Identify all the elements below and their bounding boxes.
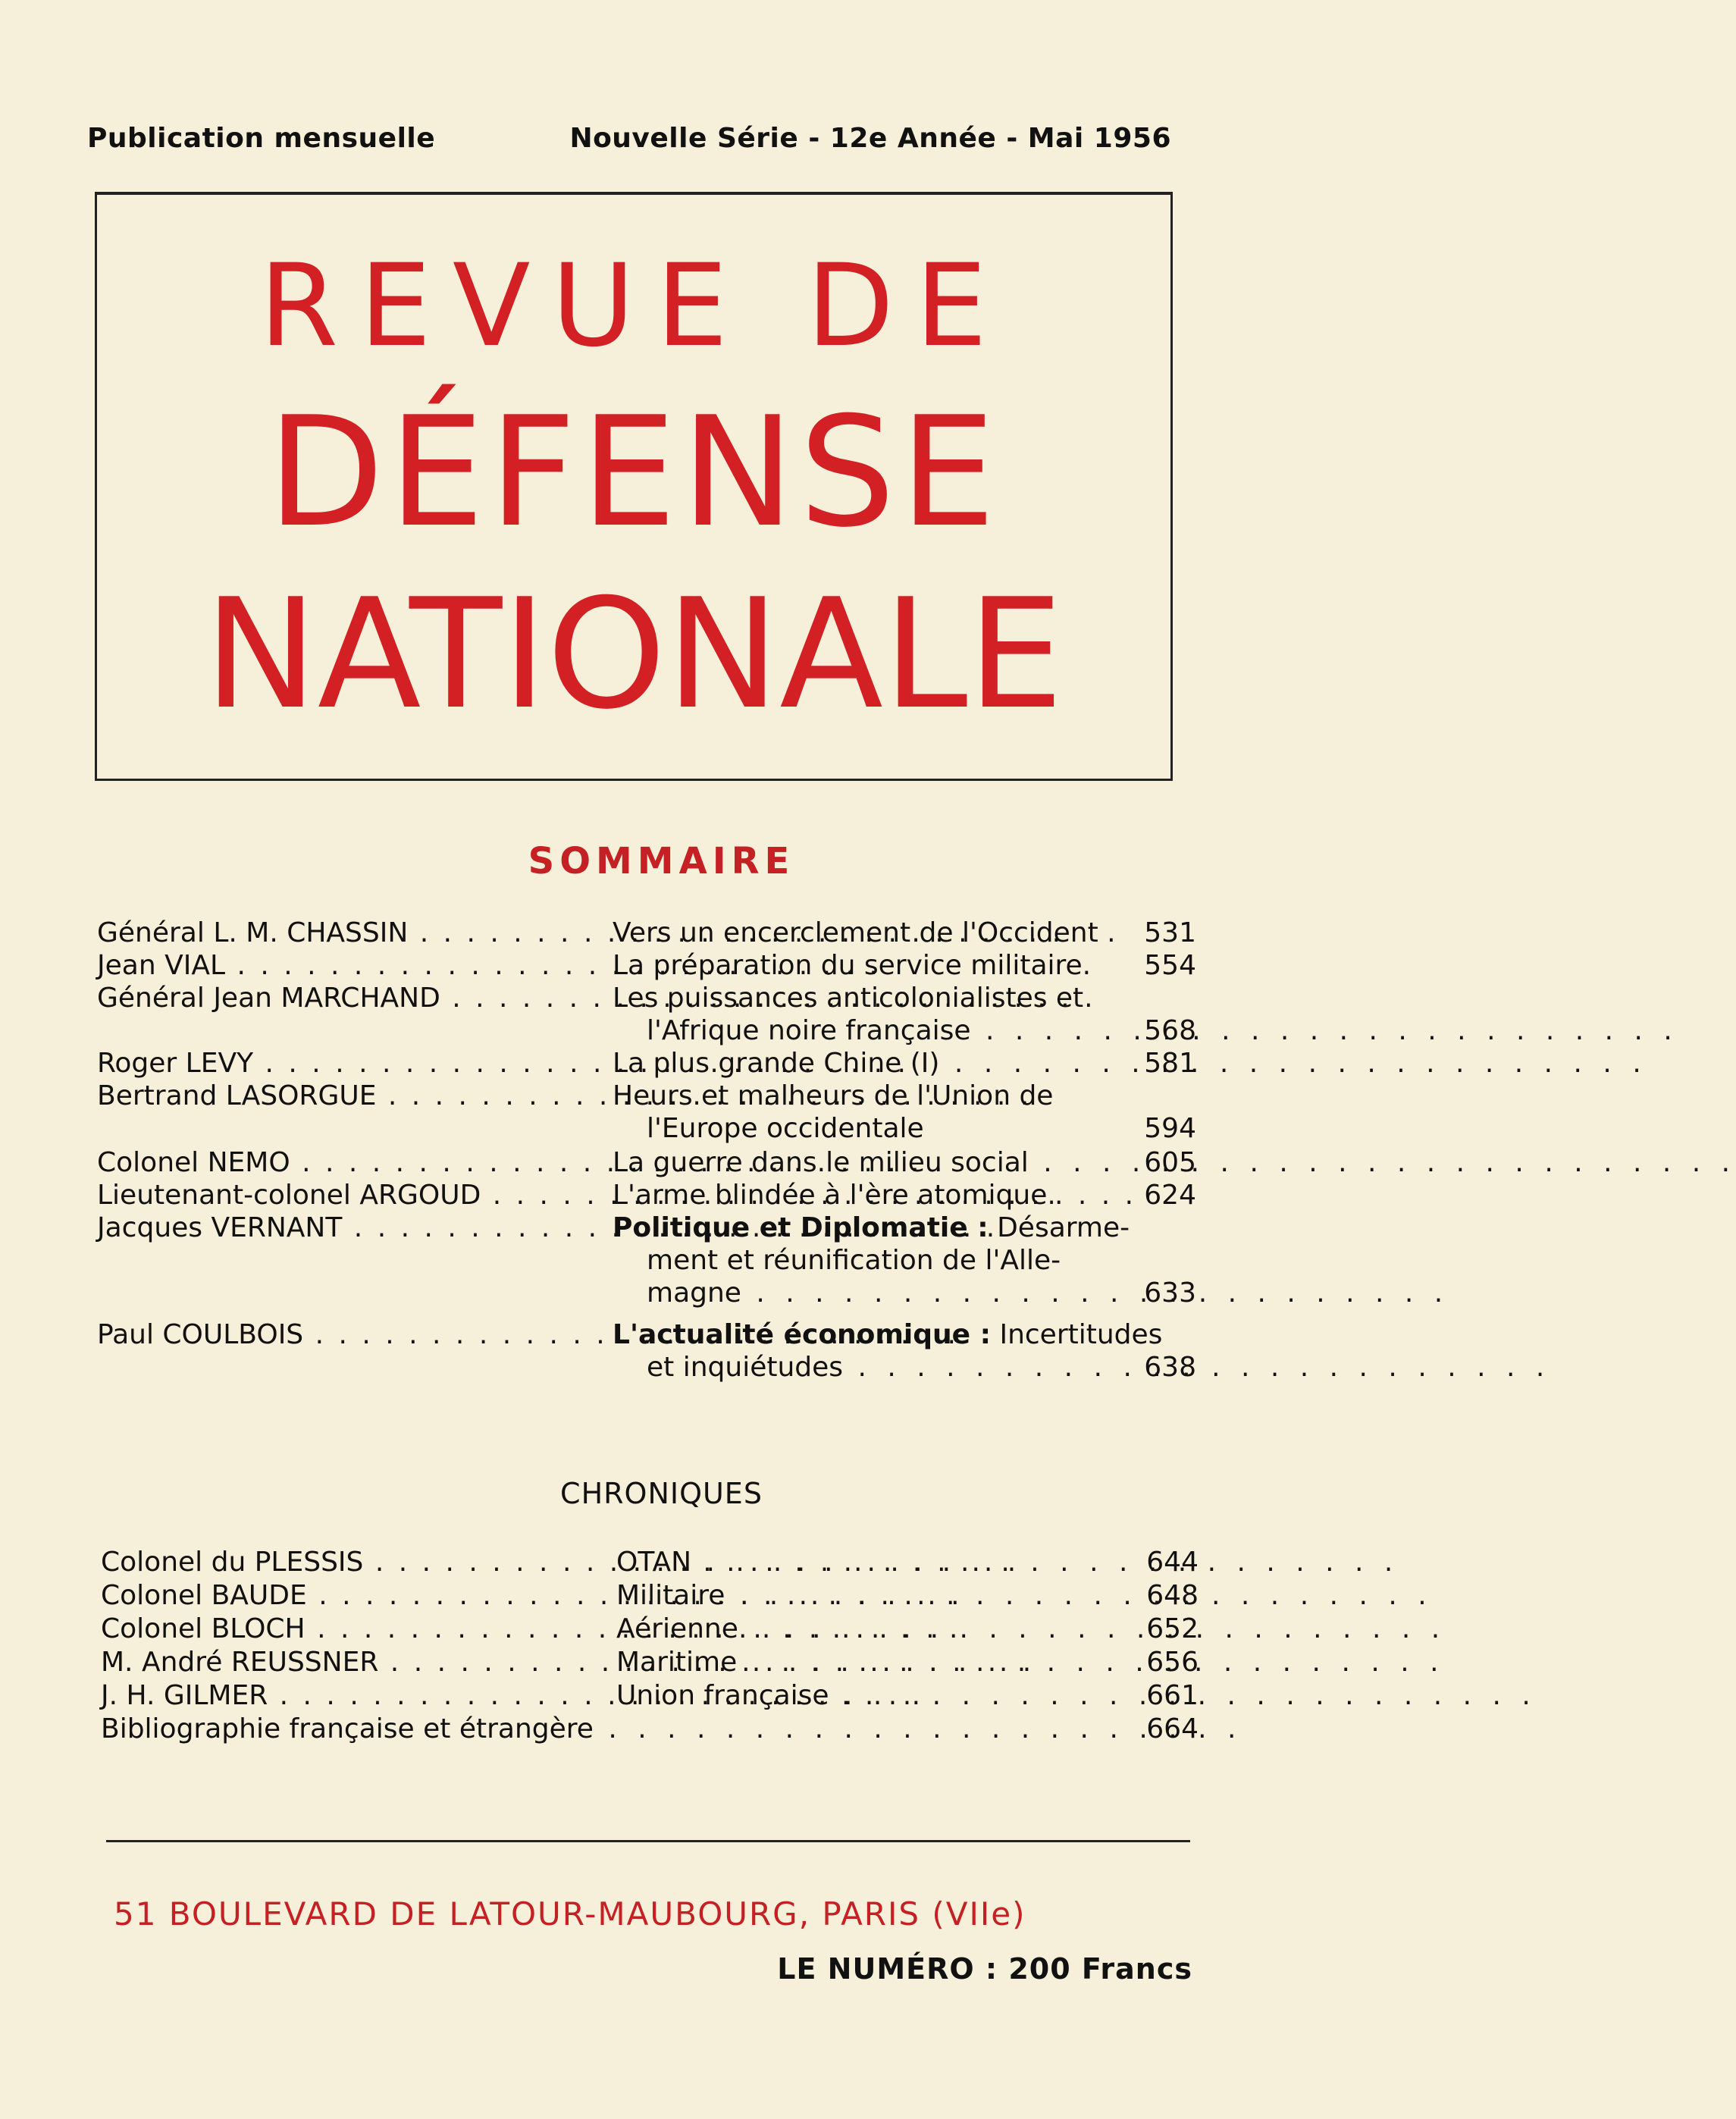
- toc-page-number: 554: [1144, 950, 1196, 981]
- toc-article: [613, 983, 1120, 1048]
- chronique-page-number: 661: [1146, 1680, 1199, 1711]
- chronique-entry[interactable]: [101, 1613, 1199, 1647]
- toc-article-line: l'Europe occidentale: [647, 1113, 924, 1144]
- chronique-entry[interactable]: [101, 1680, 1199, 1713]
- publication-frequency: Publication mensuelle: [87, 123, 436, 154]
- toc-article-line: La préparation du service militaire.: [613, 950, 1092, 981]
- toc-page-number: 594: [1144, 1113, 1196, 1144]
- chronique-entry[interactable]: [101, 1580, 1199, 1613]
- chronique-title-wrap: [616, 1547, 1124, 1579]
- toc-entry[interactable]: [97, 1147, 1196, 1180]
- toc-author: Lieutenant-colonel ARGOUD . . .: [97, 1180, 582, 1211]
- table-of-contents: [97, 917, 1196, 1383]
- chronique-entry[interactable]: [101, 1647, 1199, 1680]
- chronique-title: Militaire . . .: [616, 1580, 1124, 1613]
- toc-author: Bertrand LASORGUE . . .: [97, 1080, 582, 1111]
- bibliographie-page-number: 664: [1146, 1713, 1199, 1744]
- toc-article-line: L'arme blindée à l'ère atomique.: [613, 1180, 1056, 1211]
- toc-page-number: 581: [1144, 1048, 1196, 1079]
- chronique-title-wrap: [616, 1580, 1124, 1613]
- bibliographie-entry[interactable]: [101, 1713, 1199, 1747]
- toc-article: [613, 1212, 1130, 1310]
- chronique-page-number: 648: [1146, 1580, 1199, 1611]
- issue-price: LE NUMÉRO : 200 Francs: [777, 1952, 1192, 1986]
- chronique-entry[interactable]: [101, 1547, 1199, 1580]
- toc-article-line: [613, 1212, 1130, 1245]
- toc-article: [613, 1319, 1163, 1384]
- chronique-title: Union française . . .: [616, 1680, 1124, 1713]
- chronique-title-wrap: [616, 1680, 1124, 1713]
- toc-page-number: 568: [1144, 1015, 1196, 1046]
- toc-entry[interactable]: [97, 1212, 1196, 1311]
- toc-page-number: 638: [1144, 1352, 1196, 1383]
- toc-entry[interactable]: [97, 1319, 1196, 1384]
- issue-info: Nouvelle Série - 12e Année - Mai 1956: [569, 123, 1171, 154]
- toc-author: Général L. M. CHASSIN . . .: [97, 917, 582, 948]
- toc-article: [613, 950, 1120, 983]
- toc-entry[interactable]: [97, 1048, 1196, 1080]
- toc-article-line: La guerre dans le milieu social . . .: [613, 1147, 1120, 1180]
- toc-author: Jean VIAL . . .: [97, 950, 582, 981]
- chronique-title: OTAN . . .: [616, 1547, 1124, 1579]
- toc-article: [613, 1048, 1120, 1080]
- toc-entry[interactable]: [97, 1180, 1196, 1212]
- bibliographie-label: Bibliographie française et étrangère . . .: [101, 1713, 1139, 1744]
- toc-article-line: magne . . .: [613, 1277, 1120, 1310]
- toc-article-text: Incertitudes: [991, 1319, 1163, 1350]
- title-line-1: REVUE DE: [259, 240, 1009, 372]
- toc-article: [613, 1147, 1120, 1180]
- chronique-page-number: 652: [1146, 1613, 1199, 1644]
- toc-entry[interactable]: [97, 917, 1196, 950]
- chronique-page-number: 656: [1146, 1647, 1199, 1678]
- chronique-author: Colonel BAUDE . . .: [101, 1580, 586, 1611]
- toc-page-number: 605: [1144, 1147, 1196, 1178]
- chronique-page-number: 644: [1146, 1547, 1199, 1578]
- chronique-title-wrap: [616, 1647, 1124, 1679]
- title-box: [95, 192, 1173, 781]
- chronique-author: M. André REUSSNER . . .: [101, 1647, 586, 1678]
- title-line-3: NATIONALE: [204, 566, 1064, 743]
- toc-article-line: l'Afrique noire française . . .: [613, 1015, 1120, 1048]
- toc-article-line: et inquiétudes . . .: [613, 1352, 1120, 1384]
- toc-entry[interactable]: [97, 950, 1196, 983]
- chroniques-heading: CHRONIQUES: [560, 1477, 763, 1510]
- toc-article: [613, 1080, 1120, 1146]
- toc-author: Jacques VERNANT . . .: [97, 1212, 582, 1243]
- toc-article-text: Désarme-: [988, 1212, 1130, 1243]
- toc-author: Roger LEVY . . .: [97, 1048, 582, 1079]
- chronique-title-wrap: [616, 1613, 1124, 1646]
- toc-article-bold-prefix: L'actualité économique :: [613, 1319, 992, 1350]
- toc-article: [613, 1180, 1120, 1212]
- toc-entry[interactable]: [97, 1080, 1196, 1146]
- toc-author: Paul COULBOIS . . .: [97, 1319, 582, 1350]
- toc-article-line: La plus grande Chine (I) . . .: [613, 1048, 1120, 1080]
- toc-article: [613, 917, 1120, 950]
- chronique-title: Aérienne . . .: [616, 1613, 1124, 1646]
- chronique-author: Colonel BLOCH . . .: [101, 1613, 586, 1644]
- toc-article-line: ment et réunification de l'Alle-: [647, 1245, 1061, 1276]
- title-line-2: DÉFENSE: [267, 384, 1001, 561]
- chronique-author: J. H. GILMER . . .: [101, 1680, 586, 1711]
- chronique-author: Colonel du PLESSIS . . .: [101, 1547, 586, 1578]
- footer-divider: [106, 1840, 1190, 1842]
- toc-article-line: Vers un encerclement de l'Occident .: [613, 917, 1116, 948]
- toc-article-bold-prefix: Politique et Diplomatie :: [613, 1212, 989, 1243]
- toc-author: Général Jean MARCHAND . . .: [97, 983, 582, 1014]
- toc-author: Colonel NEMO . . .: [97, 1147, 582, 1178]
- chronique-title: Maritime . . .: [616, 1647, 1124, 1679]
- toc-page-number: 624: [1144, 1180, 1196, 1211]
- sommaire-heading: SOMMAIRE: [528, 840, 795, 882]
- toc-page-number: 531: [1144, 917, 1196, 948]
- toc-entry[interactable]: [97, 983, 1196, 1048]
- toc-article-line: Les puissances anticolonialistes et: [613, 983, 1084, 1014]
- toc-article-line: [613, 1319, 1163, 1352]
- publisher-address: 51 BOULEVARD DE LATOUR-MAUBOURG, PARIS (VIIe): [114, 1895, 1026, 1932]
- toc-page-number: 633: [1144, 1277, 1196, 1309]
- toc-article-line: Heurs et malheurs de l'Union de: [613, 1080, 1054, 1111]
